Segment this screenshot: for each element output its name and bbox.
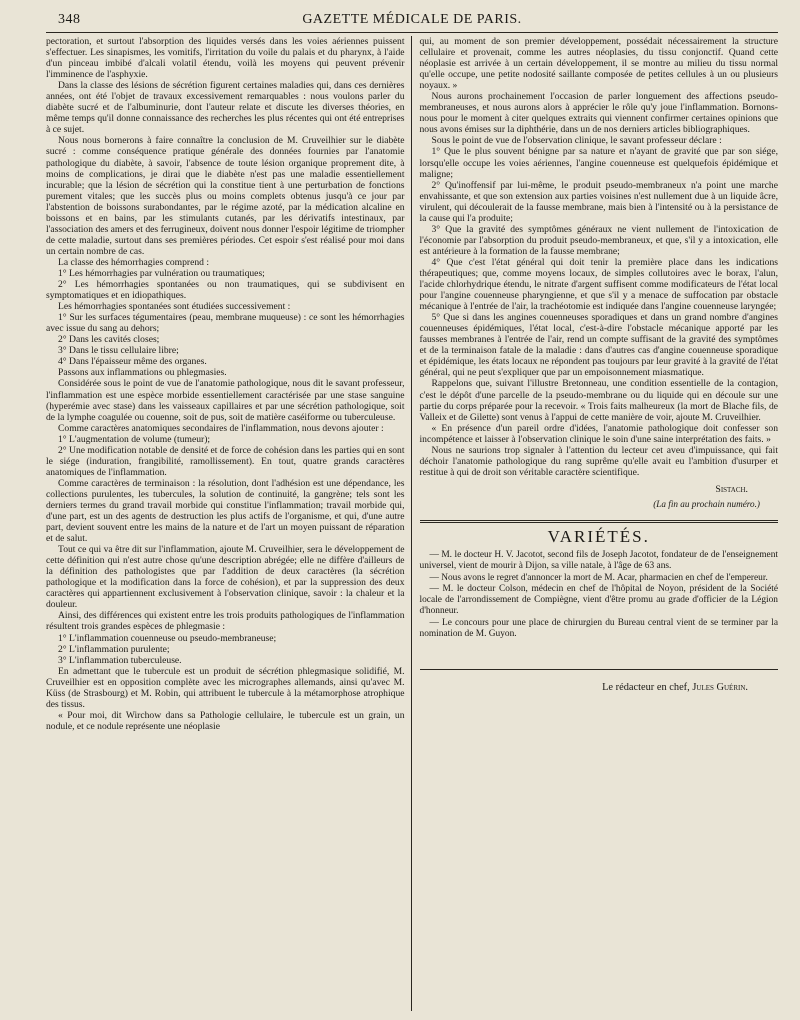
- paragraph: 2° Dans les cavités closes;: [58, 334, 160, 346]
- paragraph: Rappelons que, suivant l'illustre Bretonneau, une condition essentielle de la contagion, c'est le dépôt d'une parcelle de la pseudo-membrane ou du liquide qui en découle sur une partie du corps préparée pour la recevoir. « Trois faits malheureux (la mort de Blache fils, de Valleix et de Gilette) sont venus à l'appui de cette manière de voir, ajoute M. Cruveilhier.: [419, 378, 778, 423]
- paragraph: 2° Une modification notable de densité et de force de cohésion dans les parties qui en sont le siége (induration, frangibilité, ramollissement). En tout, quatre grands caractères anatomiques de l'inflammation.: [46, 444, 405, 478]
- editor-name: Jules Guérin.: [692, 682, 748, 694]
- news-item: — M. le docteur H. V. Jacotot, second fils de Joseph Jacotot, fondateur de de l'enseignement universel, vient de mourir à Dijon, sa ville natale, à l'âge de 63 ans.: [419, 550, 778, 571]
- paragraph: En admettant que le tubercule est un produit de sécrétion phlegmasique solidifié, M. Cruveilhier est en opposition complète avec les micrographes allemands, ainsi qu'avec M. Küss (de Strasbourg) et M. Robin, qui attribuent le tubercule à la métamorphose atrophique des tissus.: [46, 665, 405, 710]
- page-number: 348: [58, 12, 81, 27]
- news-item: — M. le docteur Colson, médecin en chef de l'hôpital de Noyon, président de la Société locale de l'arrondissement de Compiègne, vient d'être promu au grade d'officier de la Légion d'honneur.: [419, 584, 778, 616]
- running-title: GAZETTE MÉDICALE DE PARIS.: [302, 12, 522, 27]
- paragraph: 1° Sur les surfaces tégumentaires (peau, membrane muqueuse) : ce sont les hémorrhagies avec issue du sang au dehors;: [46, 312, 405, 335]
- paragraph: Passons aux inflammations ou phlegmasies.: [58, 367, 227, 379]
- paragraph: Nous ne saurions trop signaler à l'attention du lecteur cet aveu d'impuissance, qui fait déchoir l'anatomie pathologique du rang suprême qu'elle avait eu l'ambition d'usurper et restitue à qui de droit son véritable caractère scientifique.: [419, 444, 778, 478]
- paragraph: 5° Que si dans les angines couenneuses sporadiques et dans un grand nombre d'angines couenneuses épidémiques, l'état local, c'est-à-dire l'obstacle mécanique apporté par les fausses membranes à l'entrée de l'air, rend un compte suffisant de la gravité des symptômes et de la terminaison fatale de la maladie : dans d'autres cas d'angine couenneuse sporadique et épidémique, les états locaux ne répondent pas toujours par leur gravité à la gravité de l'état général, qui ne peut s'expliquer que par un empoisonnement miasmatique.: [419, 312, 778, 379]
- paragraph: Ainsi, des différences qui existent entre les trois produits pathologiques de l'inflammation résultent trois grandes espèces de phlegmasie :: [46, 610, 405, 633]
- paragraph: 2° Les hémorrhagies spontanées ou non traumatiques, qui se subdivisent en symptomatiques et en idiopathiques.: [46, 279, 405, 302]
- paragraph: « En présence d'un pareil ordre d'idées, l'anatomie pathologique doit confesser son incompétence et laisser à l'observation clinique le soin d'une saine interprétation des faits. »: [419, 422, 778, 445]
- paragraph: Tout ce qui va être dit sur l'inflammation, ajoute M. Cruveilhier, sera le développement de cette définition qui n'est autre chose qu'une description abrégée; elle ne diffère d'ailleurs de la définition des pathologistes que par l'addition de deux caractères (la sécrétion pathologique et la modification dans la force de cohésion), et par la suppression des deux caractères qui appartiennent exclusivement à l'observation clinique, savoir : la chaleur et la douleur.: [46, 544, 405, 611]
- left-column: [46, 36, 411, 1011]
- right-column: [411, 36, 779, 1011]
- paragraph: Les hémorrhagies spontanées sont étudiées successivement :: [58, 301, 291, 313]
- article-signature: Sistach.: [715, 483, 748, 495]
- continued-note: (La fin au prochain numéro.): [653, 498, 760, 509]
- section-title-varietes: VARIÉTÉS.: [547, 526, 650, 546]
- paragraph: 1° Que le plus souvent bénigne par sa nature et n'ayant de gravité que par son siége, lorsqu'elle occupe les voies aériennes, l'angine couenneuse est quelquefois épidémique et maligne;: [419, 146, 778, 180]
- paragraph: Dans la classe des lésions de sécrétion figurent certaines maladies qui, dans ces dernières années, ont été l'objet de travaux excessivement remarquables : nous voulons parler du diabète sucré et de l'albuminurie, dont l'auteur relate et discute les diverses théories, en même temps qu'il donne connaissance des recherches les plus récentes qui ont été entreprises à ce sujet.: [46, 80, 405, 136]
- paragraph: Comme caractères de terminaison : la résolution, dont l'adhésion est une dépendance, les collections purulentes, les tubercules, la solution de continuité, la gangrène; tels sont les derniers termes du grand travail morbide qui constitue l'inflammation; travail morbide qui, d'une part, est un des agents de destruction les plus actifs de l'organisme, et qui, d'une autre part, devient souvent entre les mains de la nature et de l'art un moyen puissant de réparation et de salut.: [46, 477, 405, 545]
- paragraph: 1° L'inflammation couenneuse ou pseudo-membraneuse;: [58, 632, 277, 644]
- news-list: [420, 550, 779, 639]
- paragraph: 3° Dans le tissu cellulaire libre;: [58, 345, 179, 357]
- paragraph: 3° L'inflammation tuberculeuse.: [58, 654, 182, 666]
- paragraph: 2° Qu'inoffensif par lui-même, le produit pseudo-membraneux n'a point une marche envahissante, et que son extension aux parties voisines n'est nullement due à un liquide âcre, virulent, qui découlerait de la fausse membrane, mais bien à l'intensité ou à la persistance de la cause qui l'a produite;: [419, 179, 778, 224]
- paragraph: 2° L'inflammation purulente;: [58, 643, 170, 655]
- news-item: — Nous avons le regret d'annoncer la mort de M. Acar, pharmacien en chef de l'empereur.: [429, 572, 768, 583]
- paragraph: 1° Les hémorrhagies par vulnération ou traumatiques;: [58, 267, 265, 279]
- paragraph: pectoration, et surtout l'absorption des liquides versés dans les voies aériennes puissent s'effectuer. Les sinapismes, les vomitifs, l'irritation du voile du palais et du pharynx, à l'aide d'un pinceau imbibé d'alcali volatil étendu, voilà les moyens qui peuvent prévenir l'imminence de l'asphyxie.: [46, 36, 405, 81]
- paragraph: qui, au moment de son premier développement, possédait nécessairement la structure cellulaire et provenait, comme les autres néoplasies, du tissu conjonctif. Quand cette néoplasie est arrivée à un certain développement, il se montre au milieu du tissu normal qu'elle occupe, une petite nodosité saillante composée de petites cellules à un ou plusieurs noyaux. »: [419, 36, 778, 92]
- paragraph: 4° Dans l'épaisseur même des organes.: [58, 356, 207, 368]
- paragraph: 1° L'augmentation de volume (tumeur);: [58, 433, 211, 445]
- text-columns: [46, 36, 778, 1011]
- paragraph: 3° Que la gravité des symptômes généraux ne vient nullement de l'intoxication de l'économie par l'absorption du produit pseudo-membraneux, et que, s'il y a intoxication, elle est antérieure à la formation de la fausse membrane;: [419, 223, 778, 257]
- page-header: [46, 10, 778, 33]
- editor-line: [420, 669, 779, 693]
- paragraph: « Pour moi, dit Wirchow dans sa Pathologie cellulaire, le tubercule est un grain, un nodule, et ce nodule représente une néoplasie: [46, 709, 405, 732]
- news-item: — Le concours pour une place de chirurgien du Bureau central vient de se terminer par la nomination de M. Guyon.: [419, 617, 778, 639]
- paragraph: Comme caractères anatomiques secondaires de l'inflammation, nous devons ajouter :: [58, 422, 384, 434]
- right-column-body: [420, 36, 779, 478]
- paragraph: Sous le point de vue de l'observation clinique, le savant professeur déclare :: [431, 135, 722, 147]
- section-divider: [420, 520, 779, 523]
- paragraph: 4° Que c'est l'état général qui doit tenir la première place dans les indications thérapeutiques; que, comme moyens locaux, de simples collutoires avec le borax, l'alun, l'acide chlorhydrique étendu, le nitrate d'argent suffisent comme modificateurs de l'état local pour l'angine couenneuse pharyngienne, et que s'il y a menace de suffocation par obstacle mécanique à l'entrée de l'air, la trachéotomie est indiquée dans l'angine couenneuse laryngée;: [419, 256, 778, 313]
- paragraph: Nous aurons prochainement l'occasion de parler longuement des affections pseudo-membraneuses, et nous aurons alors à apprécier le rôle qu'y joue l'inflammation. Bornons-nous pour le moment à citer quelques extraits qui viennent confirmer certaines opinions que nous avons émises sur la diphthérie, dans un de nos derniers articles bibliographiques.: [419, 91, 778, 136]
- editor-label: Le rédacteur en chef,: [602, 682, 690, 694]
- paragraph: Nous nous bornerons à faire connaître la conclusion de M. Cruveilhier sur le diabète sucré : comme conséquence pratique générale des données fournies par l'anatomie pathologique du diabète, à savoir, l'absence de toute lésion organique proprement dite, à moins de complications, je dirai que le diabète n'est pas une maladie essentiellement incurable; que la lésion de sécrétion qui la constitue tient à une perturbation de fonctions purement vitales; que les succès plus ou moins complets obtenus jusqu'à ce jour par l'abstention de boissons surabondantes, par le régime azoté, par la médication alcaline en boissons et en bains, par les stimulants cutanés, par les dérivatifs intestinaux, par l'association des amers et des ferrugineux, doivent nous donner l'espoir légitime de triompher de cette maladie, surtout dans ses premières périodes. Cet espoir s'est réalisé pour moi dans un certain nombre de cas.: [46, 135, 405, 257]
- paragraph: La classe des hémorrhagies comprend :: [58, 256, 210, 268]
- paragraph: Considérée sous le point de vue de l'anatomie pathologique, nous dit le savant professeur, l'inflammation est une espèce morbide essentiellement caractérisée par une stase sanguine (hyperémie avec stase) dans les vaisseaux capillaires et par une sécrétion pathologique, soit de la lymphe coagulée ou couenne, soit de pus, soit de matière caséiforme ou tuberculeuse.: [46, 378, 405, 423]
